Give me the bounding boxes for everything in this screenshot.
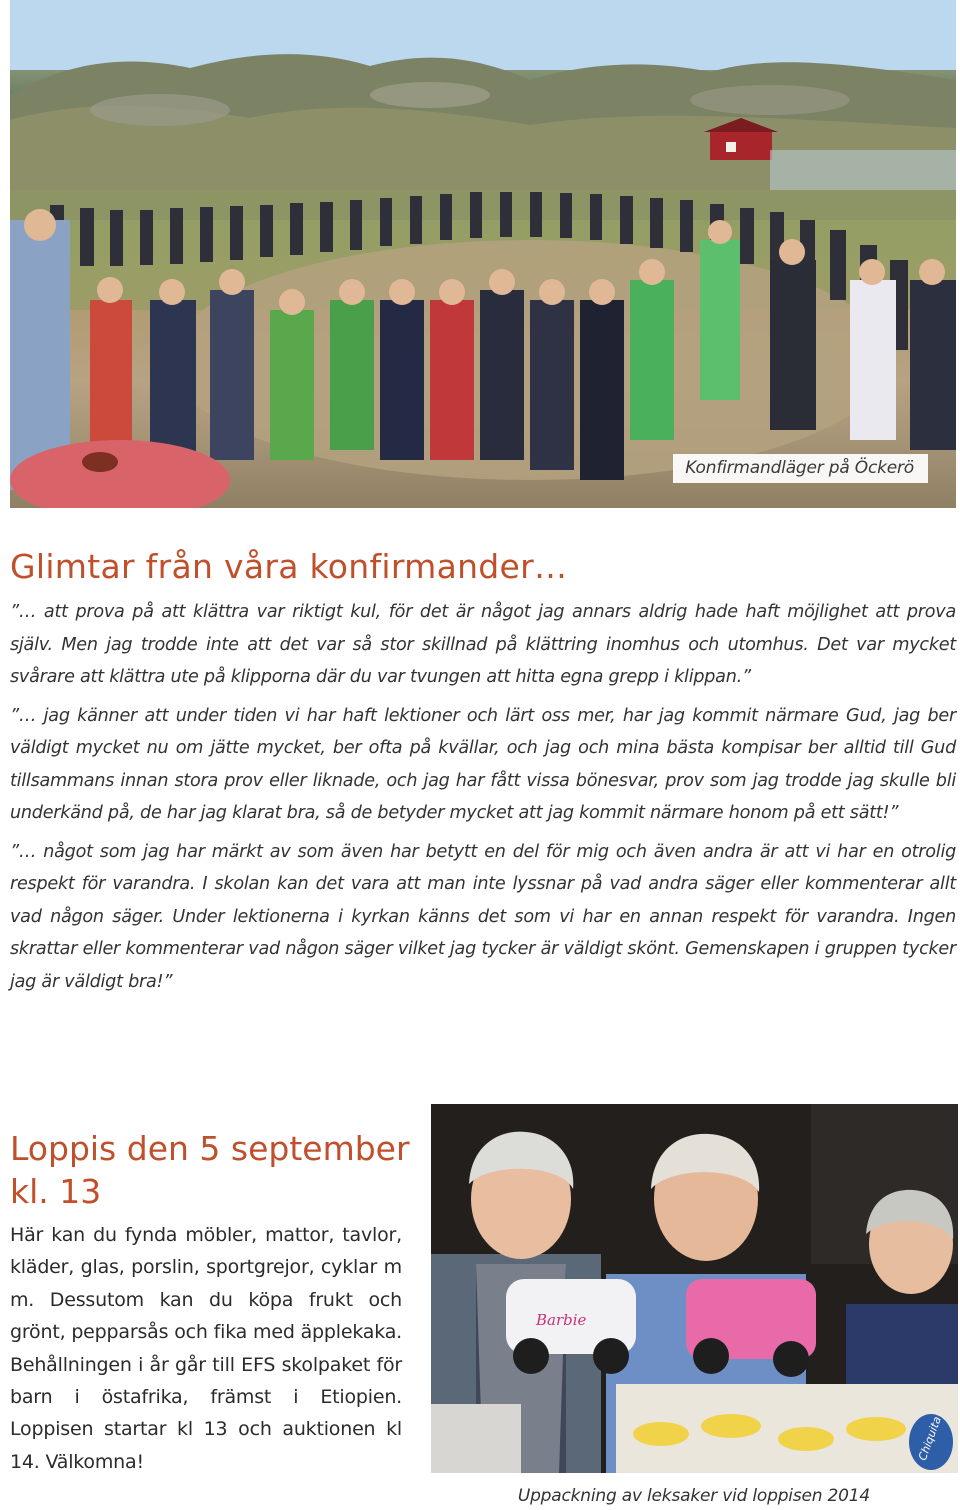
loppis-body: Här kan du fynda möbler, mattor, tavlor, kläder, glas, porslin, sportgrejor, cyklar m m. Dessutom kan du köpa frukt och grönt, pepparsås och fika med äpplekaka. Behållningen i år går till EFS skolpaket för barn i östafrika, främst i Etiopien. Loppisen startar kl 13 och auktionen kl 14. Välkomna! — [10, 1224, 402, 1473]
camp-photo-illustration — [10, 0, 956, 508]
quote-paragraph: ”… att prova på att klättra var riktigt kul, för det är något jag annars aldrig hade haft möjlighet att prova själv. Men jag trodde inte att det var så stor skillnad på klättring inomhus och utomhus. Det var mycket svårare att klättra ute på klipporna där du var tvungen att hitta egna grepp i klippan.” — [10, 602, 956, 687]
chiquita-label: Chiquita — [915, 1414, 944, 1463]
camp-photo-caption: Konfirmandläger på Öckerö — [673, 454, 928, 483]
quote-paragraph: ”… jag känner att under tiden vi har haft lektioner och lärt oss mer, har jag kommit närmare Gud, jag ber väldigt mycket nu om jätte mycket, ber ofta på kvällar, och jag och mina bästa kompisar ber alltid till Gud tillsammans innan stora prov eller liknade, och jag har fått vissa bönesvar, prov som jag trodde jag skulle bli underkänd på, de har jag klarat bra, så de betyder mycket att jag kommit närmare honom på ett sätt!” — [10, 705, 956, 823]
flea-market-photo — [431, 1104, 958, 1473]
quote-paragraph: ”… något som jag har märkt av som även har betytt en del för mig och även andra är att vi har en otrolig respekt för varandra. I skolan kan det vara att man inte lyssnar på vad andra säger eller kommenterar allt vad någon säger. Under lektionerna i kyrkan känns det som vi har en annan respekt för varandra. Ingen skrattar eller kommenterar vad någon säger vilket jag tycker är väldigt skönt. Gemenskapen i gruppen tycker jag är väldigt bra!” — [10, 841, 956, 992]
loppis-title: Loppis den 5 september kl. 13 — [10, 1129, 410, 1211]
flea-market-photo-illustration — [431, 1104, 958, 1473]
confirmation-camp-photo — [10, 0, 956, 508]
flea-market-photo-caption: Uppackning av leksaker vid loppisen 2014 — [517, 1486, 870, 1506]
article-body — [10, 596, 956, 1004]
barbie-label: Barbie — [536, 1311, 587, 1329]
article-title: Glimtar från våra konfirmander… — [10, 547, 568, 586]
